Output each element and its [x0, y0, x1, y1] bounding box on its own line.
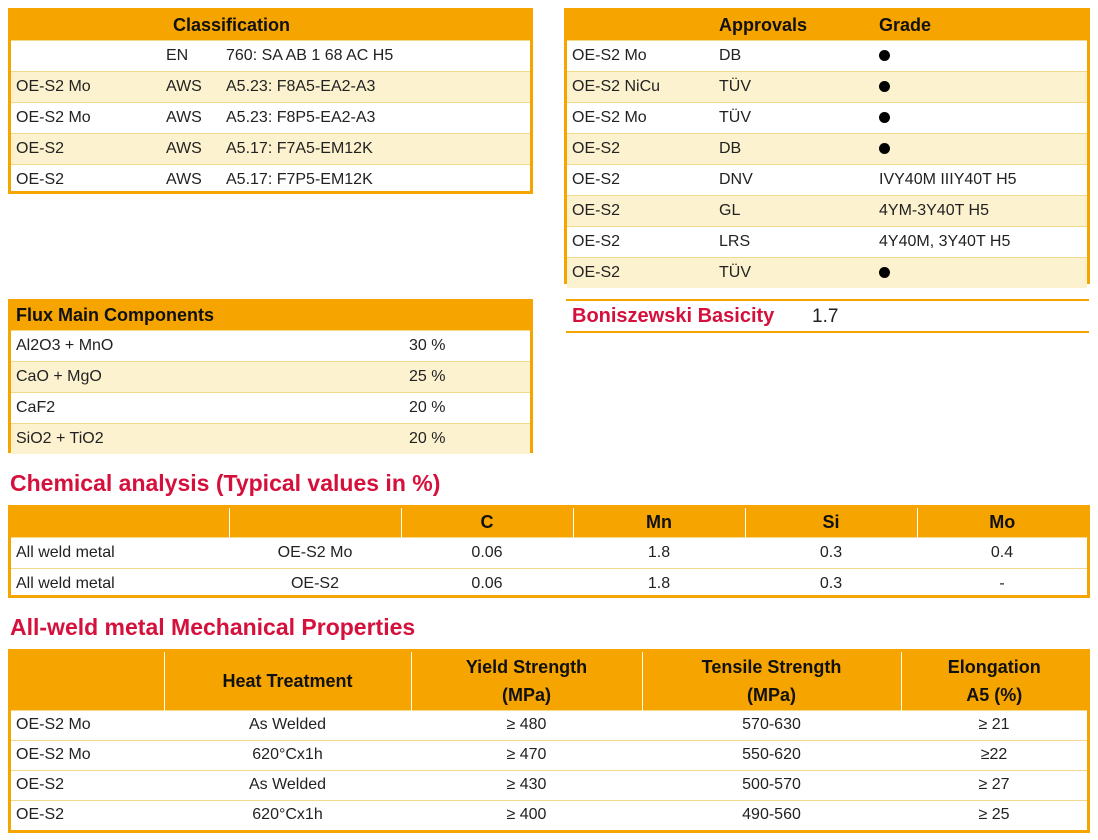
approved-dot-icon — [879, 81, 890, 92]
table-row: OE-S2 Mo As Welded ≥ 480 570-630 ≥ 21 — [11, 710, 1087, 740]
classification-header: Classification — [166, 11, 530, 40]
table-row: OE-S2 DB — [567, 133, 1087, 164]
table-row: OE-S2 Mo AWS A5.23: F8P5-EA2-A3 — [11, 102, 530, 133]
table-row: OE-S2 DNV IVY40M IIIY40T H5 — [567, 164, 1087, 195]
approvals-body — [567, 40, 1087, 288]
table-row: OE-S2 AWS A5.17: F7A5-EM12K — [11, 133, 530, 164]
yield-strength-header: Yield Strength (MPa) — [411, 652, 642, 710]
table-row: OE-S2 LRS 4Y40M, 3Y40T H5 — [567, 226, 1087, 257]
basicity-value: 1.7 — [812, 306, 839, 327]
col-si-header: Si — [745, 508, 917, 537]
approvals-header: Approvals — [719, 11, 879, 40]
classification-body — [11, 40, 530, 195]
table-row: Al2O3 + MnO 30 % — [11, 330, 530, 361]
grade-header: Grade — [879, 11, 1087, 40]
approved-dot-icon — [879, 112, 890, 123]
tensile-strength-header: Tensile Strength (MPa) — [642, 652, 901, 710]
table-row: OE-S2 Mo 620°Cx1h ≥ 470 550-620 ≥22 — [11, 740, 1087, 770]
mechanical-properties-title: All-weld metal Mechanical Properties — [10, 614, 416, 640]
approved-dot-icon — [879, 143, 890, 154]
basicity-strip — [566, 299, 1089, 333]
table-row: OE-S2 TÜV — [567, 257, 1087, 288]
table-row: OE-S2 Mo DB — [567, 40, 1087, 71]
table-row: CaF2 20 % — [11, 392, 530, 423]
table-row: CaO + MgO 25 % — [11, 361, 530, 392]
col-mo-header: Mo — [917, 508, 1087, 537]
table-row: All weld metal OE-S2 Mo 0.06 1.8 0.3 0.4 — [11, 537, 1087, 568]
table-row: OE-S2 NiCu TÜV — [567, 71, 1087, 102]
table-row: OE-S2 GL 4YM-3Y40T H5 — [567, 195, 1087, 226]
table-row: All weld metal OE-S2 0.06 1.8 0.3 - — [11, 568, 1087, 599]
approvals-table — [564, 8, 1090, 284]
col-c-header: C — [401, 508, 573, 537]
approved-dot-icon — [879, 50, 890, 61]
basicity-label: Boniszewski Basicity — [572, 305, 775, 327]
flux-header: Flux Main Components — [11, 302, 530, 330]
table-row: OE-S2 Mo TÜV — [567, 102, 1087, 133]
flux-components-table — [8, 299, 533, 453]
table-row: EN 760: SA AB 1 68 AC H5 — [11, 40, 530, 71]
mechanical-properties-table — [8, 649, 1090, 833]
table-row: SiO2 + TiO2 20 % — [11, 423, 530, 454]
col-mn-header: Mn — [573, 508, 745, 537]
approved-dot-icon — [879, 267, 890, 278]
classification-table — [8, 8, 533, 194]
chemical-analysis-title: Chemical analysis (Typical values in %) — [10, 470, 441, 496]
heat-treatment-header: Heat Treatment — [164, 652, 411, 710]
chemical-analysis-table — [8, 505, 1090, 598]
table-row: OE-S2 As Welded ≥ 430 500-570 ≥ 27 — [11, 770, 1087, 800]
table-row: OE-S2 Mo AWS A5.23: F8A5-EA2-A3 — [11, 71, 530, 102]
table-row: OE-S2 620°Cx1h ≥ 400 490-560 ≥ 25 — [11, 800, 1087, 830]
elongation-header: Elongation A5 (%) — [901, 652, 1087, 710]
table-row: OE-S2 AWS A5.17: F7P5-EM12K — [11, 164, 530, 195]
